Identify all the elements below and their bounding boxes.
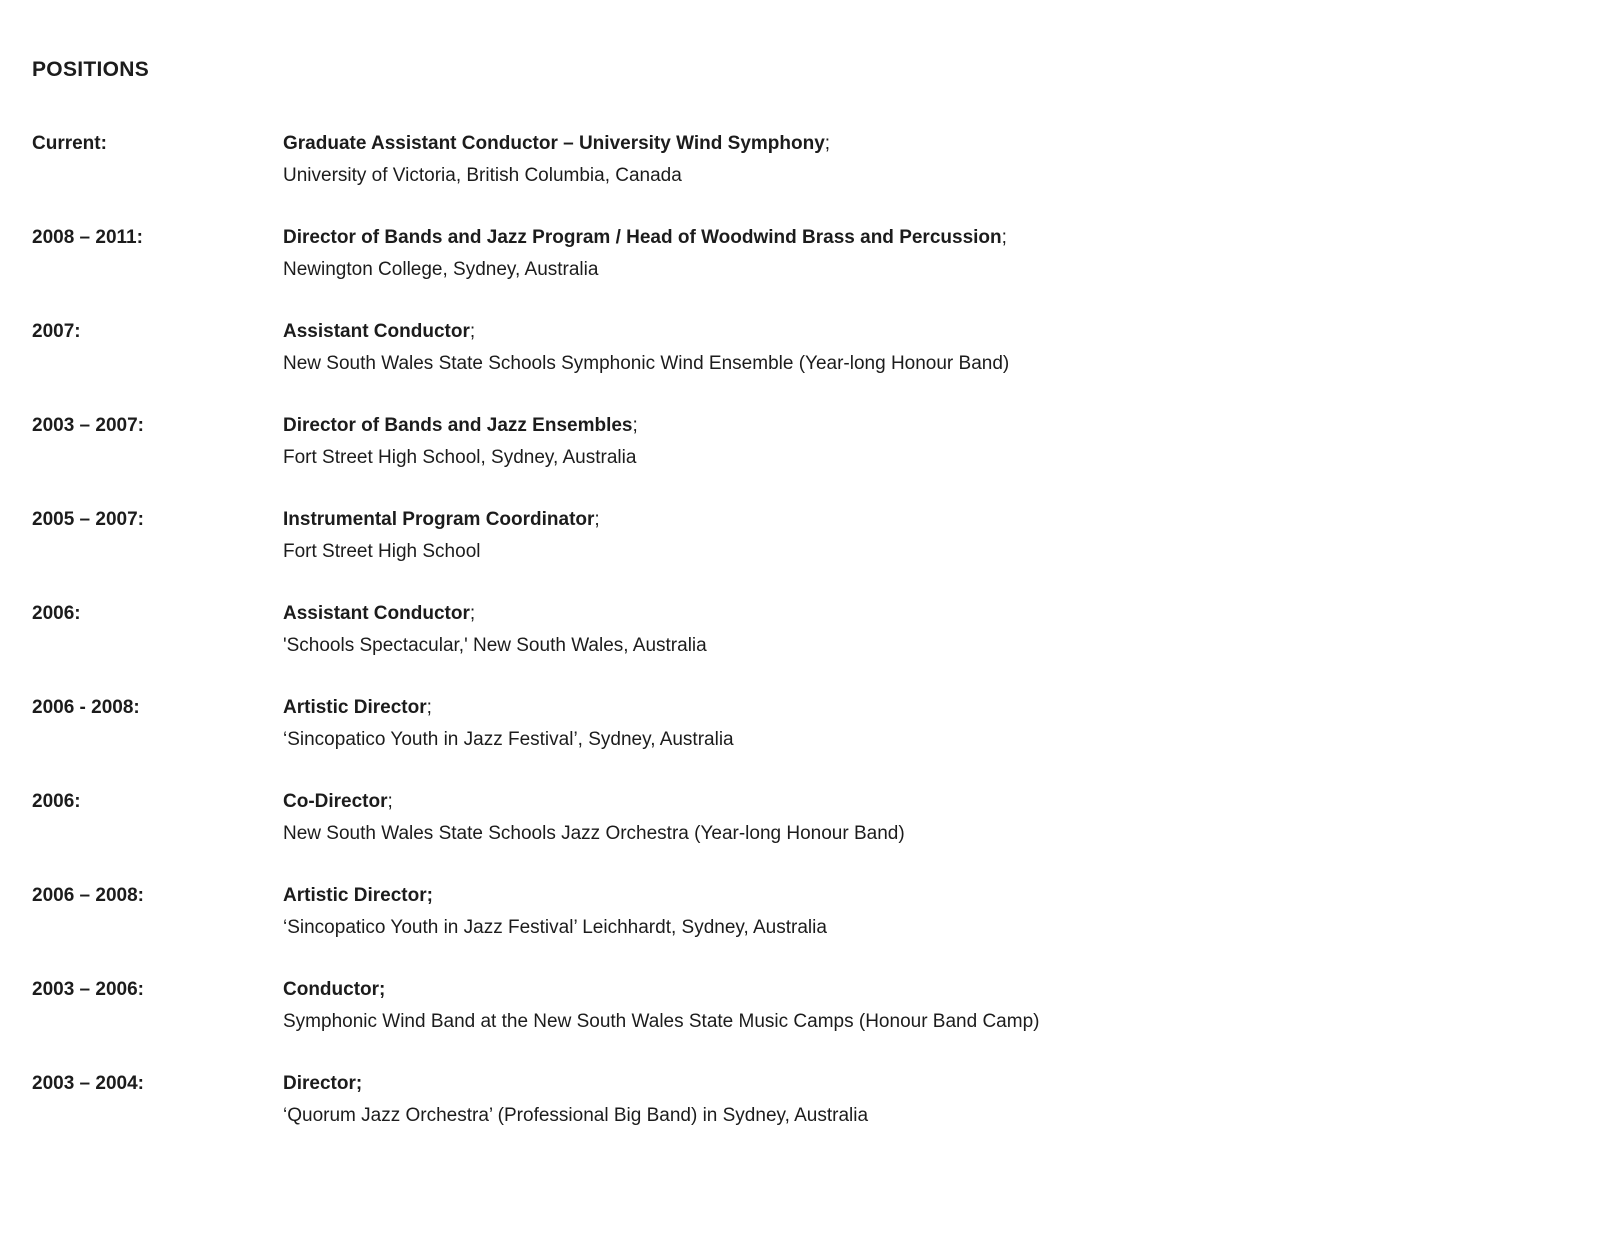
position-entry <box>32 598 1560 662</box>
entry-date: 2008 – 2011: <box>32 227 143 248</box>
entry-title: Assistant Conductor <box>283 603 470 624</box>
entry-date: 2003 – 2006: <box>32 979 144 1000</box>
entry-title: Instrumental Program Coordinator <box>283 509 595 530</box>
entry-detail: New South Wales State Schools Jazz Orchestra (Year-long Honour Band) <box>283 823 905 844</box>
entry-content <box>283 316 1560 380</box>
entry-content <box>283 598 1560 662</box>
entry-content <box>283 786 1560 850</box>
section-heading: POSITIONS <box>32 58 150 81</box>
entry-title-line <box>283 504 1560 536</box>
position-entry <box>32 786 1560 850</box>
entry-content <box>283 1068 1560 1132</box>
entry-semicolon: ; <box>379 979 386 1000</box>
entry-semicolon: ; <box>469 321 476 342</box>
entry-title-line <box>283 128 1560 160</box>
position-entry <box>32 222 1560 286</box>
entry-content <box>283 692 1560 756</box>
entry-title-line <box>283 1068 1560 1100</box>
entry-title: Artistic Director <box>283 697 427 718</box>
position-entry <box>32 316 1560 380</box>
entry-semicolon: ; <box>632 415 638 436</box>
entry-date: 2006 - 2008: <box>32 697 140 718</box>
entry-detail: University of Victoria, British Columbia, Canada <box>283 165 682 186</box>
entry-detail: Symphonic Wind Band at the New South Wales State Music Camps (Honour Band Camp) <box>283 1011 1040 1032</box>
entry-date: 2003 – 2007: <box>32 415 144 436</box>
entry-title-line <box>283 974 1560 1006</box>
entry-content <box>283 410 1560 474</box>
entry-title: Conductor <box>283 979 380 1000</box>
entry-semicolon: ; <box>426 885 433 906</box>
entry-detail: ‘Quorum Jazz Orchestra’ (Professional Big Band) in Sydney, Australia <box>283 1105 869 1126</box>
entry-content <box>283 128 1560 192</box>
entry-title: Director of Bands and Jazz Program / Head of Woodwind Brass and Percussion <box>283 227 1002 248</box>
entry-date: 2007: <box>32 321 81 342</box>
entry-semicolon: ; <box>355 1073 363 1094</box>
entry-semicolon: ; <box>824 133 831 154</box>
position-entry <box>32 504 1560 568</box>
entry-semicolon: ; <box>387 791 393 812</box>
entry-title-line <box>283 880 1560 912</box>
entry-content <box>283 880 1560 944</box>
entry-title-line <box>283 598 1560 630</box>
entry-title: Director <box>283 1073 356 1094</box>
position-entry <box>32 410 1560 474</box>
entry-semicolon: ; <box>594 509 600 530</box>
entry-title-line <box>283 410 1560 442</box>
entry-date: 2006: <box>32 791 81 812</box>
positions-list <box>32 128 1560 1132</box>
entry-title-line <box>283 786 1560 818</box>
position-entry <box>32 1068 1560 1132</box>
entry-detail: Newington College, Sydney, Australia <box>283 259 599 280</box>
entry-detail: ‘Sincopatico Youth in Jazz Festival’ Leichhardt, Sydney, Australia <box>283 917 827 938</box>
entry-title-line <box>283 316 1560 348</box>
position-entry <box>32 880 1560 944</box>
entry-title: Graduate Assistant Conductor – University Wind Symphony <box>283 133 825 154</box>
entry-detail: 'Schools Spectacular,' New South Wales, Australia <box>283 635 707 656</box>
entry-detail: ‘Sincopatico Youth in Jazz Festival’, Sydney, Australia <box>283 729 734 750</box>
entry-date: Current: <box>32 133 107 154</box>
entry-date: 2005 – 2007: <box>32 509 144 530</box>
position-entry <box>32 128 1560 192</box>
entry-title: Director of Bands and Jazz Ensembles <box>283 415 633 436</box>
entry-detail: Fort Street High School, Sydney, Australia <box>283 447 637 468</box>
entry-detail: New South Wales State Schools Symphonic Wind Ensemble (Year-long Honour Band) <box>283 353 1010 374</box>
entry-content <box>283 222 1560 286</box>
entry-content <box>283 504 1560 568</box>
position-entry <box>32 974 1560 1038</box>
entry-title: Assistant Conductor <box>283 321 470 342</box>
entry-date: 2003 – 2004: <box>32 1073 144 1094</box>
entry-detail: Fort Street High School <box>283 541 481 562</box>
entry-title-line <box>283 692 1560 724</box>
entry-semicolon: ; <box>426 697 432 718</box>
entry-semicolon: ; <box>1001 227 1007 248</box>
entry-title-line <box>283 222 1560 254</box>
entry-date: 2006 – 2008: <box>32 885 144 906</box>
position-entry <box>32 692 1560 756</box>
entry-title: Artistic Director <box>283 885 427 906</box>
entry-title: Co-Director <box>283 791 388 812</box>
entry-date: 2006: <box>32 603 81 624</box>
entry-semicolon: ; <box>469 603 476 624</box>
entry-content <box>283 974 1560 1038</box>
